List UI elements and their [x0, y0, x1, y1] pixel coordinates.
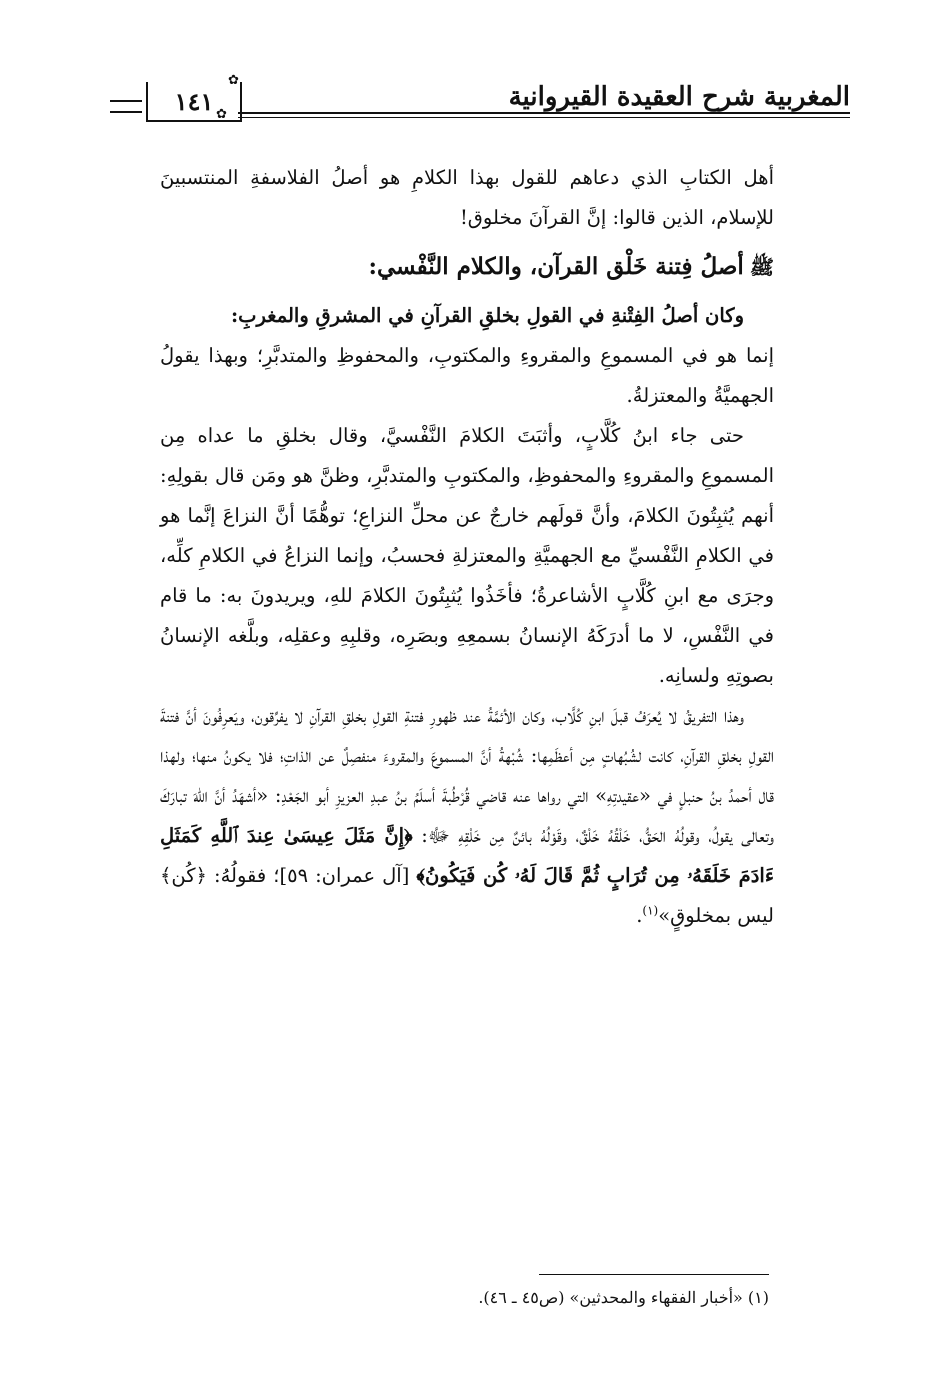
header-rule-thin — [238, 117, 850, 118]
flower-ornament-icon: ✿ — [228, 73, 239, 88]
page-body — [160, 158, 774, 936]
footnote-separator — [539, 1274, 769, 1275]
section-heading-text: أصلُ فِتنة خَلْق القرآن، والكلام النَّفْسي: — [368, 253, 744, 280]
footnote: (١) «أخبار الفقهاء والمحدثين» (ص٤٥ ـ ٤٦). — [478, 1288, 769, 1307]
page-header — [110, 72, 850, 128]
paragraph-lead-bold: وكان أصلُ الفِتْنةِ في القولِ بخلقِ القرآنِ في المشرقِ والمغربِ: — [230, 304, 744, 327]
page-number: ١٤١ — [146, 82, 242, 122]
paragraph-tafriq: وهذا التفريقُ لا يُعرَفُ قبلَ ابنِ كُلَّاب، وكان الأئمَّةُ عند ظهورِ فتنةِ القولِ بخلقِ القرآنِ لا يفرِّقون، ويَعرِفُونَ أنَّ فتنةَ القولِ بخلقِ القرآنِ، كانت لشُبُهاتٍ مِن أعظَمِها: شُبْهةُ أنَّ المسموعَ والمقروءَ منفصِلٌ عن الذاتِ؛ فلا يكونُ منها؛ ولهذا قال أحمدُ بنُ حنبلٍ في «عقيدتِهِ» التي رواها عنه قاضي قُرْطُبةَ أسلَمُ بنُ عبدِ العزيزِ أبو الجَعْدِ: «أشهَدُ أنَّ اللهَ تبارَكَ وتعالى يقولُ، وقولُهُ الحَقُّ، خَلْقُهُ خَلْقٌ، وقَوْلُهُ بائنٌ مِن خَلْقِهِ ﷻ: ﴿إِنَّ مَثَلَ عِيسَىٰ عِندَ ٱللَّهِ كَمَثَلِ ءَادَمَ خَلَقَهُۥ مِن تُرَابٍ ثُمَّ قَالَ لَهُۥ كُن فَيَكُونُ﴾ [آل عمران: ٥٩]؛ فقولُهُ: ﴿كُن﴾ ليس بمخلوقٍ»$^{(١)}$. — [160, 704, 774, 927]
verse-citation: [آل عمران: ٥٩]؛ فقولُهُ: ﴿كُن﴾ ليس بمخلوقٍ» — [160, 864, 774, 927]
header-left-ornament-lines — [110, 100, 142, 113]
quran-verse: ﴿إِنَّ مَثَلَ عِيسَىٰ عِندَ ٱللَّهِ كَمَثَلِ ءَادَمَ خَلَقَهُۥ مِن تُرَابٍ ثُمَّ قَالَ لَهُۥ كُن فَيَكُونُ﴾ — [160, 824, 774, 887]
flower-ornament-icon: ✿ — [216, 107, 227, 122]
book-title: المغربية شرح العقيدة القيروانية — [508, 82, 850, 112]
section-heading — [160, 238, 774, 296]
header-rule — [238, 112, 850, 114]
footnote-reference: (١) — [642, 903, 659, 918]
heading-marker-icon: ﷺ — [749, 255, 774, 279]
paragraph-tafriq-text: وهذا التفريقُ لا يُعرَفُ قبلَ ابنِ كُلَّاب، وكان الأئمَّةُ عند ظهورِ فتنةِ القولِ بخلقِ القرآنِ لا يفرِّقون، ويَعرِفُونَ أنَّ فتنةَ القولِ بخلقِ القرآنِ، كانت لشُبُهاتٍ مِن أعظَمِها: شُبْهةُ أنَّ المسموعَ والمقروءَ منفصِلٌ عن الذاتِ؛ فلا يكونُ منها؛ ولهذا قال أحمدُ بنُ حنبلٍ في «عقيدتِهِ» التي رواها عنه قاضي قُرْطُبةَ أسلَمُ بنُ عبدِ العزيزِ أبو الجَعْدِ: «أشهَدُ أنَّ اللهَ تبارَكَ وتعالى يقولُ، وقولُهُ الحَقُّ، خَلْقُهُ خَلْقٌ، وقَوْلُهُ بائنٌ مِن خَلْقِهِ ﷻ: — [160, 704, 774, 847]
paragraph-ibn-kullab: حتى جاء ابنُ كُلَّابٍ، وأثبَتَ الكلامَ النَّفْسيَّ، وقال بخلقِ ما عداه مِن المسموعِ والمقروءِ والمحفوظِ، والمكتوبِ والمتدبَّرِ، وظنَّ هو ومَن قال بقولِهِ: أنهم يُثبِتُونَ الكلامَ، وأنَّ قولَهم خارجٌ عن محلِّ النزاعِ؛ توهُّمًا أنَّ النزاعَ إنَّما هو في الكلامِ النَّفْسيِّ مع الجهميَّةِ والمعتزلةِ فحسبُ، وإنما النزاعُ في الكلامِ كلِّه، وجرَى مع ابنِ كُلَّابٍ الأشاعرةُ؛ فأخَذُوا يُثبِتُونَ الكلامَ للهِ، ويريدونَ به: ما قام في النَّفْسِ، لا ما أدرَكَهُ الإنسانُ بسمعِهِ وبصَرِه، وقلبِهِ وعقلِه، وبلَّغه الإنسانُ بصوتِهِ ولسانِه. — [160, 424, 774, 687]
paragraph-intro: أهل الكتابِ الذي دعاهم للقول بهذا الكلامِ هو أصلُ الفلاسفةِ المنتسبينَ للإسلام، الذين قالوا: إنَّ القرآنَ مخلوق! — [160, 166, 774, 229]
paragraph-fitna-origin-rest: إنما هو في المسموعِ والمقروءِ والمكتوبِ، والمحفوظِ والمتدبَّرِ؛ وبهذا يقولُ الجهميَّةُ والمعتزلةُ. — [160, 344, 774, 407]
paragraph-fitna-origin — [160, 296, 774, 336]
